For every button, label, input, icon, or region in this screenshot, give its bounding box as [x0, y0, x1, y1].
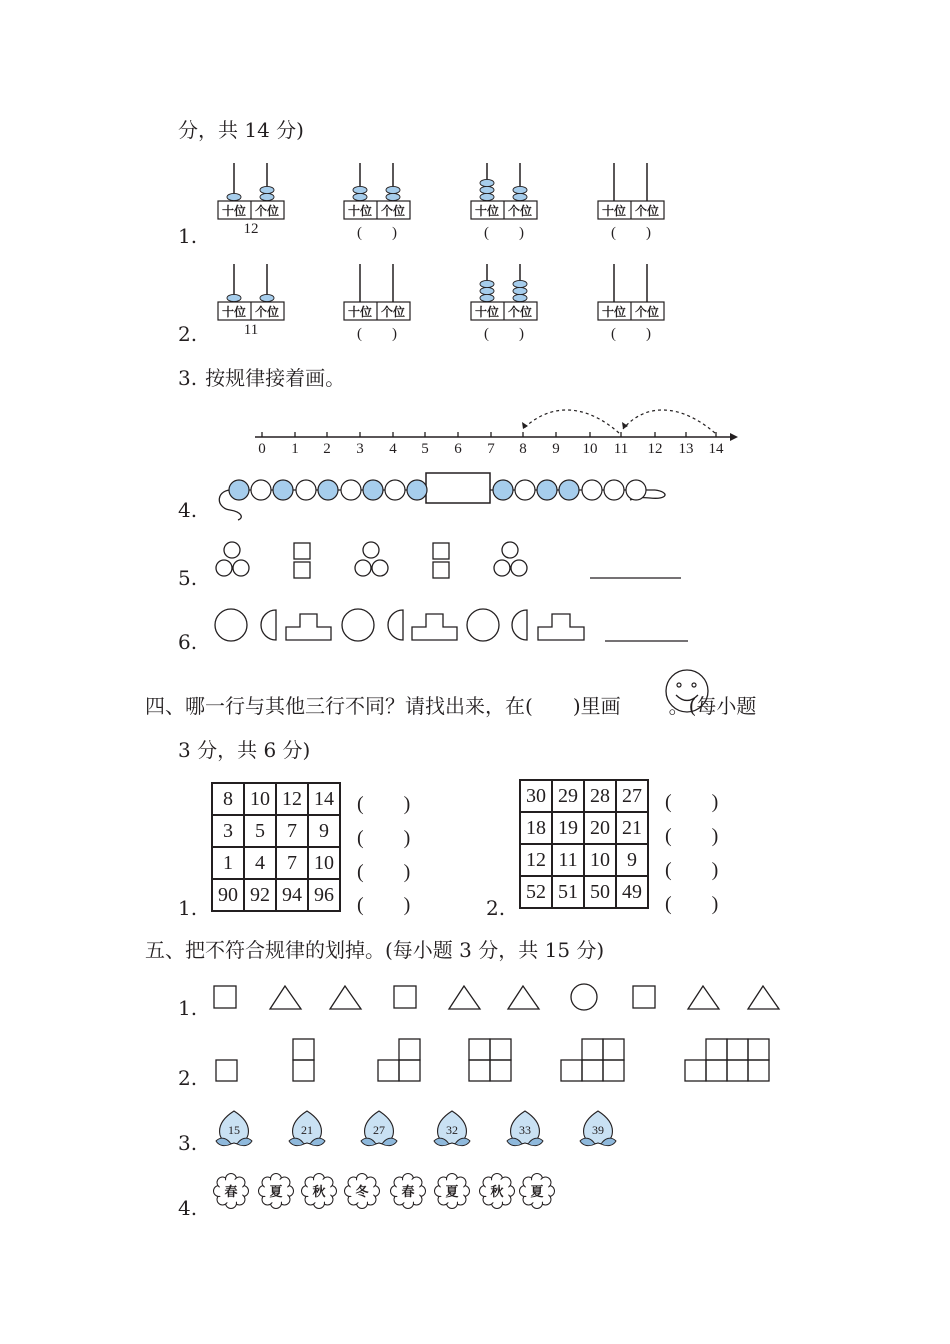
square-group-1[interactable] — [216, 1060, 237, 1081]
grid-cell: 50 — [584, 876, 616, 908]
peach-icon[interactable] — [213, 1108, 255, 1148]
s5-q2-number: 2. — [178, 1066, 198, 1090]
blank-box[interactable] — [426, 473, 490, 503]
season-char: 冬 — [355, 1185, 369, 1200]
three-circles-icon — [216, 542, 249, 576]
bead — [229, 480, 249, 500]
tick-label: 5 — [421, 441, 429, 457]
abacus-bead — [513, 294, 527, 301]
grid-cell: 9 — [308, 815, 340, 847]
abacus-bead — [227, 294, 241, 301]
tick-label: 2 — [323, 441, 331, 457]
square-group-2[interactable] — [293, 1039, 314, 1081]
grid-cell: 18 — [520, 812, 552, 844]
s5-q4-number: 4. — [178, 1196, 198, 1220]
abacus-tens-label: 十位 — [221, 305, 247, 319]
grid1-label: 1. — [178, 896, 198, 920]
grid-cell: 8 — [212, 783, 244, 815]
grid-cell: 10 — [244, 783, 276, 815]
s5-q2-shapes — [210, 1035, 780, 1085]
grid-row — [212, 879, 340, 911]
abacus-value[interactable]: ( ) — [484, 326, 524, 342]
peach-icon[interactable] — [286, 1108, 328, 1148]
section4-text-c: 。(每小题 — [668, 694, 757, 718]
step-shape-icon — [412, 614, 457, 640]
abacus-value[interactable]: ( ) — [357, 225, 397, 241]
s5-q3-number: 3. — [178, 1131, 198, 1155]
bead — [626, 480, 646, 500]
section4-text-a: 四、哪一行与其他三行不同？请找出来，在( — [145, 694, 533, 718]
abacus-ones-label: 个位 — [254, 204, 280, 218]
abacus-ones-label: 个位 — [507, 305, 533, 319]
two-squares-icon — [433, 543, 449, 578]
q1-number: 1. — [178, 224, 198, 248]
bead — [273, 480, 293, 500]
abacus-bead — [260, 193, 274, 200]
grid-cell: 92 — [244, 879, 276, 911]
season-char: 夏 — [269, 1185, 283, 1200]
answer-paren[interactable]: ( ) — [665, 791, 719, 813]
bead — [604, 480, 624, 500]
section4-text-d: 3 分，共 6 分) — [178, 738, 311, 762]
abacus-tens-label: 十位 — [221, 204, 247, 218]
square-group-5[interactable] — [561, 1039, 624, 1081]
bead — [318, 480, 338, 500]
tick-label: 6 — [454, 441, 462, 457]
grid-row — [212, 847, 340, 879]
triangle-icon[interactable] — [330, 986, 361, 1009]
bead — [559, 480, 579, 500]
abacus-value[interactable]: ( ) — [357, 326, 397, 342]
tick-label: 13 — [678, 441, 694, 457]
grid-cell: 7 — [276, 815, 308, 847]
jump-arc-2 — [523, 410, 619, 433]
bead — [363, 480, 383, 500]
triangle-icon[interactable] — [748, 986, 779, 1009]
abacus-tens-label: 十位 — [347, 204, 373, 218]
abacus-value: 12 — [243, 221, 259, 237]
number-line — [250, 405, 750, 455]
smiley-icon — [664, 668, 712, 716]
grid-row — [520, 780, 648, 812]
abacus-bead — [480, 193, 494, 200]
flower-icon[interactable] — [257, 1172, 295, 1210]
q6-shapes — [210, 605, 700, 650]
peach-icon[interactable] — [358, 1108, 400, 1148]
abacus-ones-label: 个位 — [634, 305, 660, 319]
tick-label: 1 — [291, 441, 299, 457]
peach-number: 21 — [301, 1123, 313, 1137]
abacus-tens-label: 十位 — [474, 204, 500, 218]
grid-cell: 10 — [308, 847, 340, 879]
abacus-value[interactable]: ( ) — [611, 225, 651, 241]
tick-label: 14 — [708, 441, 724, 457]
season-char: 春 — [401, 1185, 415, 1200]
square-icon[interactable] — [214, 986, 236, 1008]
abacus-bead — [353, 193, 367, 200]
grid-cell: 28 — [584, 780, 616, 812]
abacus-bead — [386, 186, 400, 193]
season-char: 秋 — [490, 1185, 504, 1200]
peach-number: 39 — [592, 1123, 604, 1137]
flower-icon[interactable] — [518, 1172, 556, 1210]
q6-number: 6. — [178, 630, 198, 654]
grid-row — [212, 783, 340, 815]
grid-cell: 21 — [616, 812, 648, 844]
circle-icon[interactable] — [571, 984, 597, 1010]
abacus-value[interactable]: ( ) — [611, 326, 651, 342]
triangle-icon[interactable] — [508, 986, 539, 1009]
grid-cell: 27 — [616, 780, 648, 812]
square-group-4[interactable] — [469, 1039, 511, 1081]
grid-row — [520, 812, 648, 844]
grid-cell: 51 — [552, 876, 584, 908]
abacus-ones-label: 个位 — [380, 305, 406, 319]
peach-icon[interactable] — [504, 1108, 546, 1148]
q5-shapes — [205, 538, 695, 588]
abacus-ones-label: 个位 — [380, 204, 406, 218]
section3-tail: 分，共 14 分) — [178, 118, 304, 142]
two-squares-icon — [294, 543, 310, 578]
flower-icon[interactable] — [389, 1172, 427, 1210]
tick-label: 9 — [552, 441, 560, 457]
abacus-bead — [513, 287, 527, 294]
tick-label: 4 — [389, 441, 397, 457]
flower-icon[interactable] — [343, 1172, 381, 1210]
half-circle-icon — [512, 610, 527, 640]
bead — [515, 480, 535, 500]
answer-paren[interactable]: ( ) — [665, 893, 719, 915]
grid-row — [520, 844, 648, 876]
grid-cell: 11 — [552, 844, 584, 876]
grid-cell: 9 — [616, 844, 648, 876]
q3-number: 3. — [178, 366, 198, 390]
section5-title: 五、把不符合规律的划掉。(每小题 3 分，共 15 分) — [145, 938, 605, 962]
answer-paren[interactable]: ( ) — [357, 894, 411, 916]
grid-cell: 96 — [308, 879, 340, 911]
triangle-icon[interactable] — [688, 986, 719, 1009]
square-icon[interactable] — [394, 986, 416, 1008]
half-circle-icon — [388, 610, 403, 640]
square-icon[interactable] — [633, 986, 655, 1008]
abacus-bead — [513, 186, 527, 193]
tick-label: 0 — [258, 441, 266, 457]
abacus-bead — [513, 280, 527, 287]
q5-number: 5. — [178, 566, 198, 590]
answer-paren[interactable]: ( ) — [665, 859, 719, 881]
peach-icon[interactable] — [431, 1108, 473, 1148]
bead — [296, 480, 316, 500]
abacus-ones-label: 个位 — [634, 204, 660, 218]
number-grid-1 — [211, 782, 341, 912]
peach-icon[interactable] — [577, 1108, 619, 1148]
grid-cell: 12 — [520, 844, 552, 876]
grid-cell: 4 — [244, 847, 276, 879]
bead — [407, 480, 427, 500]
season-char: 夏 — [530, 1185, 544, 1200]
half-circle-icon — [261, 610, 276, 640]
grid-cell: 49 — [616, 876, 648, 908]
triangle-icon[interactable] — [270, 986, 301, 1009]
section4-text-b: )里画 — [572, 694, 621, 718]
answer-paren[interactable]: ( ) — [357, 861, 411, 883]
grid-cell: 20 — [584, 812, 616, 844]
abacus-ones-label: 个位 — [254, 305, 280, 319]
abacus-bead — [480, 287, 494, 294]
flower-icon[interactable] — [300, 1172, 338, 1210]
number-grid-2 — [519, 779, 649, 909]
q2-number: 2. — [178, 322, 198, 346]
abacus-bead — [227, 193, 241, 200]
tick-label: 8 — [519, 441, 527, 457]
abacus-bead — [480, 186, 494, 193]
grid-cell: 12 — [276, 783, 308, 815]
tick-label: 3 — [356, 441, 364, 457]
season-char: 春 — [224, 1185, 238, 1200]
abacus-bead — [480, 179, 494, 186]
abacus-bead — [260, 294, 274, 301]
answer-paren[interactable]: ( ) — [357, 793, 411, 815]
three-circles-icon — [355, 542, 388, 576]
abacus-value[interactable]: ( ) — [484, 225, 524, 241]
tick-label: 12 — [647, 441, 663, 457]
tick-label: 7 — [487, 441, 495, 457]
abacus-bead — [260, 186, 274, 193]
abacus-bead — [353, 186, 367, 193]
abacus-tens-label: 十位 — [601, 305, 627, 319]
season-char: 秋 — [312, 1185, 326, 1200]
answer-paren[interactable]: ( ) — [357, 827, 411, 849]
s5-q1-shapes — [210, 980, 790, 1015]
flower-icon[interactable] — [478, 1172, 516, 1210]
grid-cell: 29 — [552, 780, 584, 812]
abacus-bead — [386, 193, 400, 200]
abacus-bead — [513, 193, 527, 200]
grid-cell: 10 — [584, 844, 616, 876]
step-shape-icon — [286, 614, 331, 640]
season-char: 夏 — [445, 1185, 459, 1200]
bead-string — [210, 468, 680, 523]
tick-label: 11 — [613, 441, 629, 457]
q3-text — [178, 368, 345, 388]
grid-cell: 7 — [276, 847, 308, 879]
grid-cell: 3 — [212, 815, 244, 847]
bead — [251, 480, 271, 500]
grid-cell: 19 — [552, 812, 584, 844]
flower-icon[interactable] — [212, 1172, 250, 1210]
grid-row — [520, 876, 648, 908]
bead — [385, 480, 405, 500]
abacus-tens-label: 十位 — [474, 305, 500, 319]
bead — [493, 480, 513, 500]
grid-cell: 30 — [520, 780, 552, 812]
circle-icon — [215, 609, 247, 641]
bead — [537, 480, 557, 500]
grid-cell: 14 — [308, 783, 340, 815]
grid2-label: 2. — [486, 896, 506, 920]
grid-row — [212, 815, 340, 847]
s5-q1-number: 1. — [178, 996, 198, 1020]
square-group-6[interactable] — [685, 1039, 769, 1081]
tick-label: 10 — [582, 441, 598, 457]
abacus-tens-label: 十位 — [601, 204, 627, 218]
circle-icon — [467, 609, 499, 641]
grid-cell: 52 — [520, 876, 552, 908]
peach-number: 33 — [519, 1123, 531, 1137]
grid-cell: 94 — [276, 879, 308, 911]
peach-number: 27 — [373, 1123, 385, 1137]
bead — [582, 480, 602, 500]
grid-cell: 5 — [244, 815, 276, 847]
jump-arc-1 — [623, 410, 715, 433]
circle-icon — [342, 609, 374, 641]
bead — [341, 480, 361, 500]
three-circles-icon — [494, 542, 527, 576]
answer-paren[interactable]: ( ) — [665, 825, 719, 847]
abacus-tens-label: 十位 — [347, 305, 373, 319]
abacus-bead — [480, 294, 494, 301]
grid-cell: 90 — [212, 879, 244, 911]
grid-cell: 1 — [212, 847, 244, 879]
flower-icon[interactable] — [433, 1172, 471, 1210]
abacus-ones-label: 个位 — [507, 204, 533, 218]
triangle-icon[interactable] — [449, 986, 480, 1009]
step-shape-icon — [538, 614, 584, 640]
abacus-value: 11 — [243, 322, 259, 338]
abacus-bead — [480, 280, 494, 287]
peach-number: 15 — [228, 1123, 240, 1137]
q4-number: 4. — [178, 498, 198, 522]
peach-number: 32 — [446, 1123, 458, 1137]
square-group-3[interactable] — [378, 1039, 420, 1081]
q3-instruction: 按规律接着画。 — [205, 366, 346, 390]
